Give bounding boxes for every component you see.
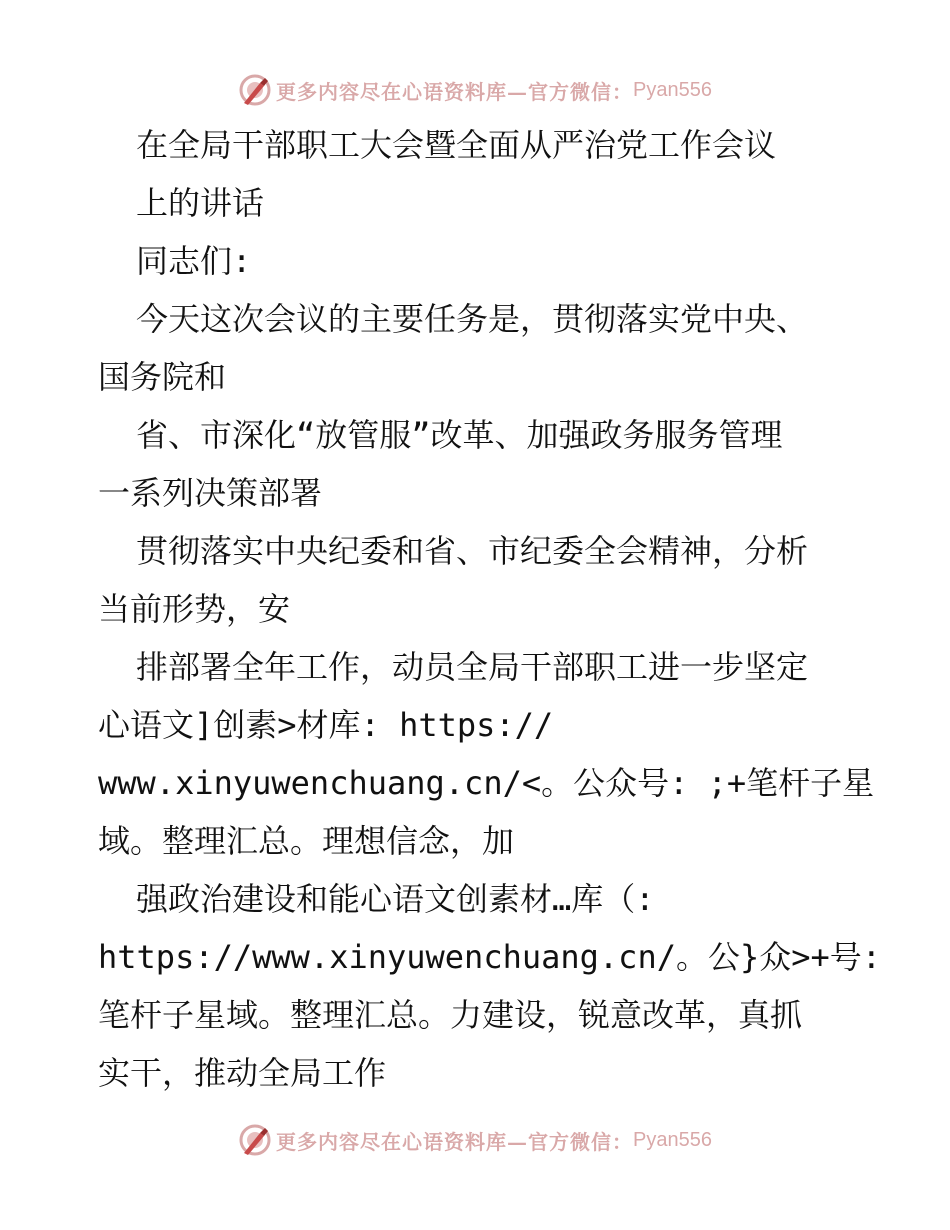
banner-wechat-id: Pyan556 bbox=[633, 78, 712, 101]
text-line: 心语文]创素>材库: https:// bbox=[98, 706, 554, 744]
text-line: 当前形势，安 bbox=[98, 590, 291, 628]
text-line: 实干，推动全局工作 bbox=[98, 1054, 387, 1092]
banner-text: 更多内容尽在心语资料库—官方微信： bbox=[276, 1129, 634, 1154]
banner-wechat-id: Pyan556 bbox=[633, 1128, 712, 1151]
text-line: 同志们: bbox=[136, 242, 252, 280]
document-body bbox=[98, 116, 882, 1102]
text-line: 今天这次会议的主要任务是，贯彻落实党中央、 bbox=[136, 300, 809, 338]
text-line: 排部署全年工作，动员全局干部职工进一步坚定 bbox=[136, 648, 809, 686]
pen-logo-icon bbox=[238, 1123, 272, 1157]
footer-watermark-banner bbox=[0, 1120, 950, 1160]
text-line: https://www.xinyuwenchuang.cn/。公}众>+号: bbox=[98, 938, 882, 976]
header-watermark-banner bbox=[0, 70, 950, 110]
text-line: 省、市深化“放管服”改革、加强政务服务管理 bbox=[136, 416, 783, 454]
text-line: 国务院和 bbox=[98, 358, 227, 396]
text-line: 上的讲话 bbox=[136, 184, 265, 222]
text-line: 一系列决策部署 bbox=[98, 474, 323, 512]
text-line: 笔杆子星域。整理汇总。力建设，锐意改革，真抓 bbox=[98, 996, 803, 1034]
pen-logo-icon bbox=[238, 73, 272, 107]
text-line: 域。整理汇总。理想信念，加 bbox=[98, 822, 515, 860]
text-line: 强政治建设和能心语文创素材…库（: bbox=[136, 880, 655, 918]
text-line: 在全局干部职工大会暨全面从严治党工作会议 bbox=[136, 126, 777, 164]
banner-text: 更多内容尽在心语资料库—官方微信： bbox=[276, 79, 634, 104]
text-line: 贯彻落实中央纪委和省、市纪委全会精神，分析 bbox=[136, 532, 809, 570]
text-line: www.xinyuwenchuang.cn/<。公众号: ;+笔杆子星 bbox=[98, 764, 875, 802]
